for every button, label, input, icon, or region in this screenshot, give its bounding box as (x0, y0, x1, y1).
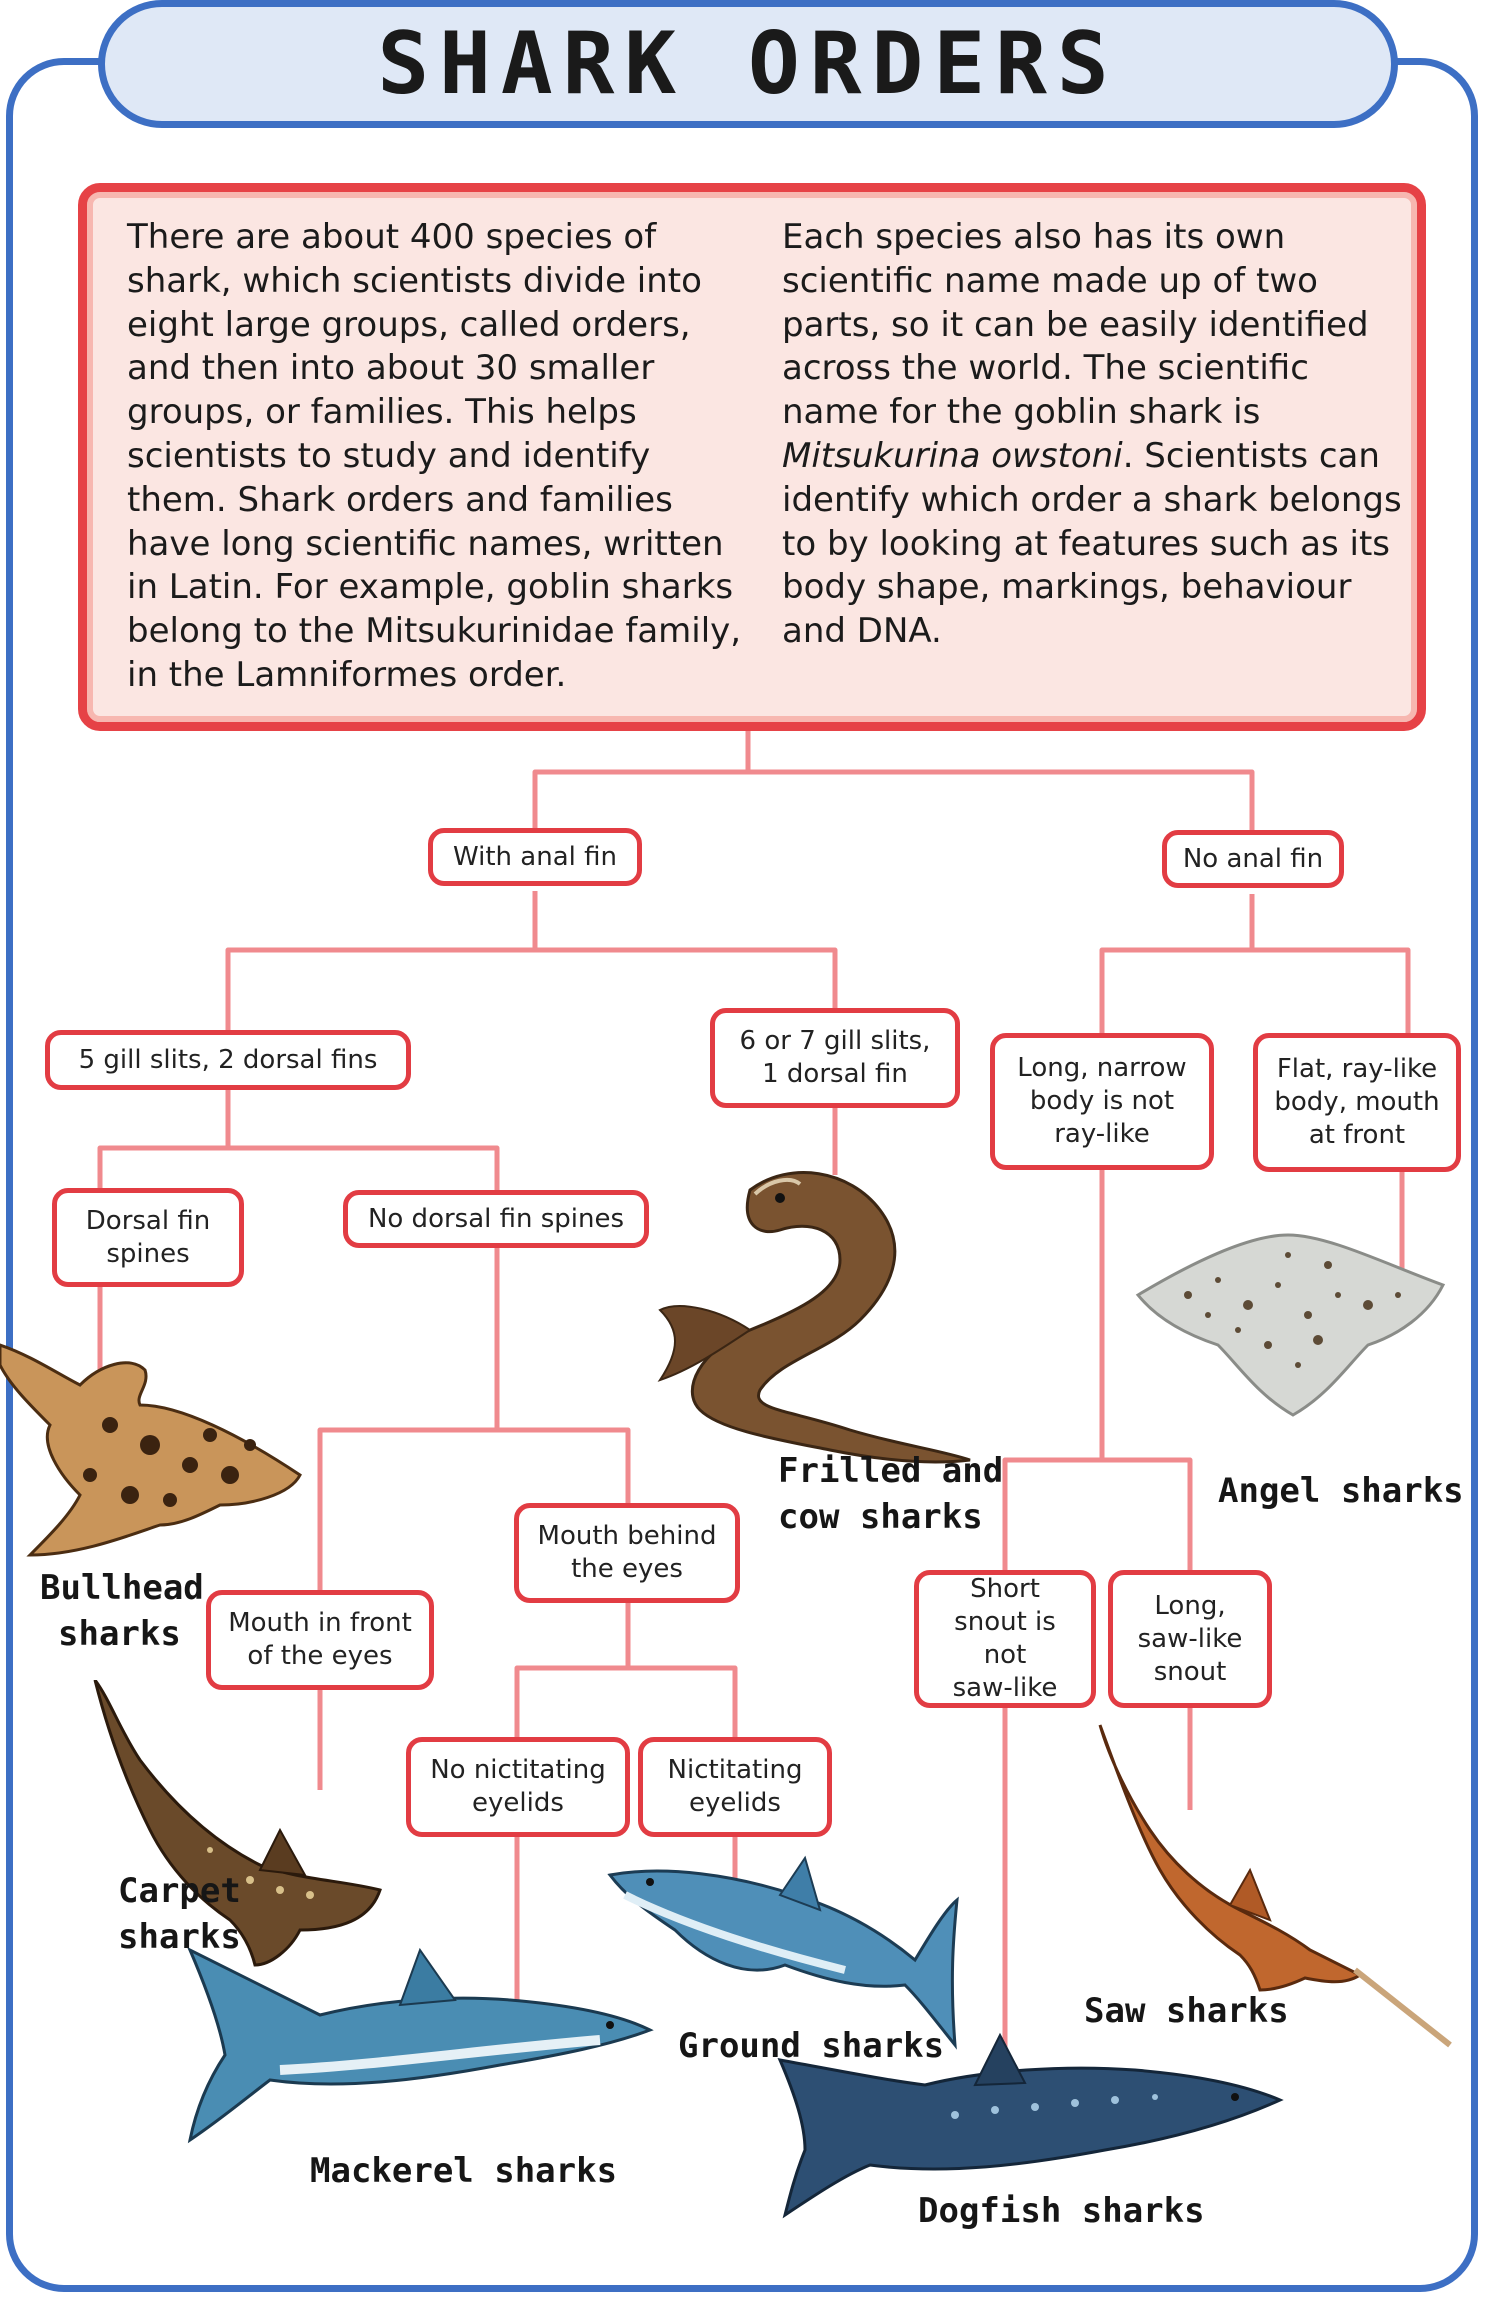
label-frilled-cow-sharks: Frilled and cow sharks (778, 1451, 1004, 1537)
page-title: SHARK ORDERS (377, 14, 1119, 114)
node-nictitating-eyelids: Nictitating eyelids (638, 1737, 832, 1837)
node-long-saw-snout: Long, saw-like snout (1108, 1570, 1272, 1708)
label-bullhead-sharks: Bullhead sharks (40, 1568, 204, 1654)
label-ground-sharks: Ground sharks (678, 2026, 945, 2066)
node-dorsal-fin-spines: Dorsal fin spines (52, 1188, 244, 1287)
label-carpet-sharks: Carpet sharks (118, 1871, 241, 1957)
node-mouth-in-front-of-eyes: Mouth in front of the eyes (206, 1590, 434, 1690)
node-mouth-behind-eyes: Mouth behind the eyes (514, 1503, 740, 1603)
label-angel-sharks: Angel sharks (1218, 1471, 1464, 1511)
node-no-dorsal-fin-spines: No dorsal fin spines (343, 1190, 649, 1248)
mackerel-shark-illustration (180, 1945, 660, 2145)
node-long-narrow-body: Long, narrow body is not ray-like (990, 1033, 1214, 1170)
angel-shark-illustration (1128, 1225, 1453, 1425)
intro-right-text: Each species also has its own scientific name made up of two parts, so it can be easily identified across the world. The scientific name for the goblin shark is Mitsukurina owstoni. Scientists can identify which order a shark belongs to by looking at features such as its body shape, markings, behaviour and DNA. (782, 217, 1402, 652)
node-six-seven-gill-slits: 6 or 7 gill slits, 1 dorsal fin (710, 1008, 960, 1108)
label-dogfish-sharks: Dogfish sharks (918, 2191, 1205, 2231)
node-with-anal-fin: With anal fin (428, 828, 642, 886)
node-no-nictitating-eyelids: No nictitating eyelids (406, 1737, 630, 1837)
scientific-name: Mitsukurina owstoni (782, 435, 1123, 476)
label-saw-sharks: Saw sharks (1084, 1991, 1289, 2031)
node-no-anal-fin: No anal fin (1162, 830, 1344, 888)
frilled-shark-illustration (640, 1150, 980, 1470)
label-mackerel-sharks: Mackerel sharks (310, 2151, 618, 2191)
node-five-gill-slits: 5 gill slits, 2 dorsal fins (45, 1030, 411, 1090)
node-short-snout: Short snout is not saw-like (914, 1570, 1096, 1708)
bullhead-shark-illustration (0, 1325, 310, 1560)
node-flat-ray-like-body: Flat, ray-like body, mouth at front (1253, 1033, 1461, 1172)
intro-left-text: There are about 400 species of shark, which scientists divide into eight large groups, called orders, and then into about 30 smaller groups, or families. This helps scientists to study and identify them. Shark orders and families have long scientific names, written in Latin. For example, goblin sharks belong to the Mitsukurinidae family, in the Lamniformes order. (127, 217, 742, 695)
